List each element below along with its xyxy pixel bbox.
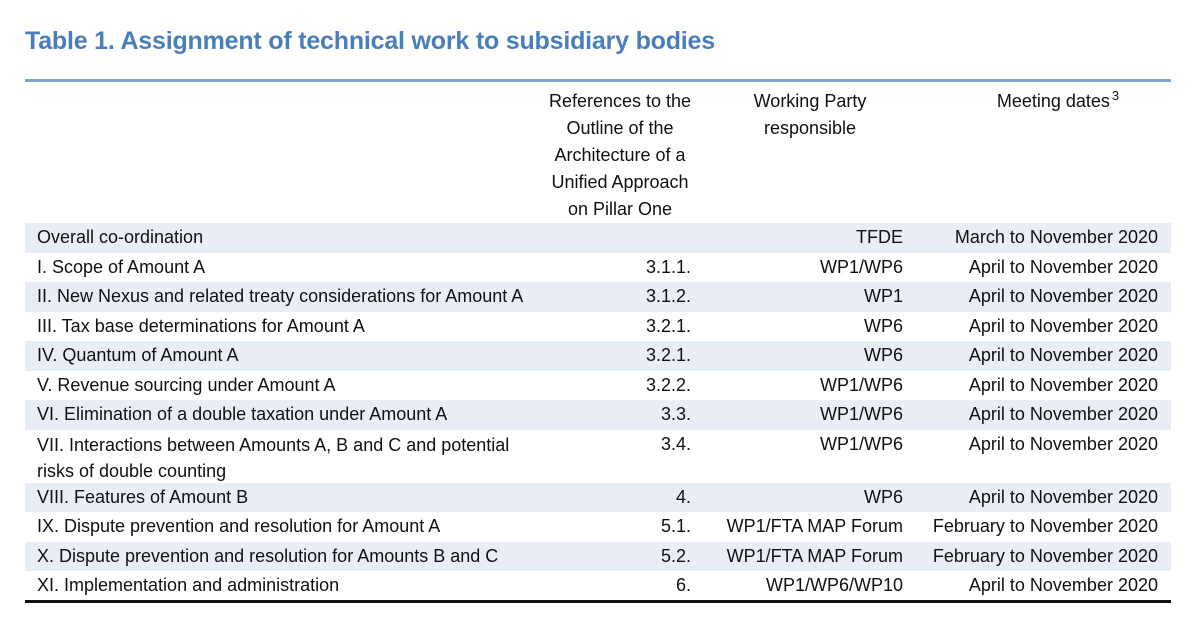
table-row: [25, 571, 1171, 601]
cell-working-party: WP1: [863, 286, 903, 306]
table-row: [25, 312, 1171, 342]
cell-working-party: WP1/FTA MAP Forum: [726, 516, 903, 536]
table-row: [25, 223, 1171, 253]
cell-working-party: WP1/FTA MAP Forum: [726, 545, 903, 566]
table-row: [25, 371, 1171, 401]
cell-reference: 3.3.: [660, 404, 691, 424]
cell-working-party: WP6: [863, 315, 903, 336]
table-row: [25, 341, 1171, 371]
table-header: [25, 88, 1171, 222]
cell-topic: V. Revenue sourcing under Amount A: [37, 374, 336, 395]
cell-meeting-dates: April to November 2020: [968, 315, 1158, 336]
cell-meeting-dates: April to November 2020: [968, 286, 1158, 306]
cell-topic: VI. Elimination of a double taxation under Amount A: [37, 404, 448, 424]
cell-reference: 3.1.2.: [645, 286, 691, 306]
cell-topic: II. New Nexus and related treaty considerations for Amount A: [37, 286, 524, 306]
cell-meeting-dates: April to November 2020: [968, 575, 1158, 595]
table-row: [25, 512, 1171, 542]
cell-working-party: WP1/WP6: [819, 404, 903, 424]
cell-topic: III. Tax base determinations for Amount A: [37, 315, 365, 336]
cell-reference: 3.2.1.: [645, 315, 691, 336]
cell-reference: 3.2.2.: [645, 374, 691, 395]
cell-meeting-dates: April to November 2020: [968, 345, 1158, 365]
table-row: [25, 542, 1171, 572]
cell-meeting-dates: April to November 2020: [968, 374, 1158, 395]
cell-meeting-dates: February to November 2020: [932, 545, 1158, 566]
cell-working-party: WP1/WP6/WP10: [765, 575, 903, 595]
table-row: [25, 400, 1171, 430]
cell-reference: 6.: [675, 575, 691, 595]
cell-topic: Overall co-ordination: [37, 227, 204, 247]
cell-reference: 3.4.: [660, 433, 691, 454]
table-body: [25, 223, 1171, 601]
header-references: References to the Outline of the Architecture of a Unified Approach on Pillar One: [548, 91, 692, 219]
table-row: [25, 430, 1171, 483]
cell-working-party: WP6: [863, 486, 903, 507]
cell-topic: IX. Dispute prevention and resolution for Amount A: [37, 516, 441, 536]
cell-topic: IV. Quantum of Amount A: [37, 345, 239, 365]
cell-working-party: WP6: [863, 345, 903, 365]
cell-topic: VII. Interactions between Amounts A, B and C and potential risks of double counting: [37, 434, 510, 481]
table-row: [25, 282, 1171, 312]
header-meeting-dates-label: Meeting dates: [996, 91, 1110, 111]
table-row: [25, 253, 1171, 283]
header-meeting-dates: [953, 88, 1163, 115]
cell-topic: I. Scope of Amount A: [37, 256, 206, 277]
cell-meeting-dates: February to November 2020: [932, 516, 1158, 536]
cell-reference: 3.1.1.: [645, 256, 691, 277]
table-title: Table 1. Assignment of technical work to subsidiary bodies: [25, 27, 715, 55]
table-top-rule: [25, 79, 1171, 82]
cell-reference: 5.2.: [660, 545, 691, 566]
cell-meeting-dates: April to November 2020: [968, 256, 1158, 277]
cell-meeting-dates: April to November 2020: [968, 404, 1158, 424]
cell-reference: 3.2.1.: [645, 345, 691, 365]
cell-reference: 5.1.: [660, 516, 691, 536]
cell-working-party: WP1/WP6: [819, 374, 903, 395]
header-working-party: Working Party responsible: [753, 91, 867, 138]
table-row: [25, 483, 1171, 513]
cell-reference: 4.: [675, 486, 691, 507]
cell-meeting-dates: April to November 2020: [968, 433, 1158, 454]
cell-topic: X. Dispute prevention and resolution for Amounts B and C: [37, 545, 499, 566]
table-bottom-rule: [25, 600, 1171, 603]
cell-meeting-dates: March to November 2020: [954, 227, 1158, 247]
cell-topic: XI. Implementation and administration: [37, 575, 340, 595]
cell-topic: VIII. Features of Amount B: [37, 486, 249, 507]
footnote-marker: 3: [1111, 88, 1120, 103]
cell-meeting-dates: April to November 2020: [968, 486, 1158, 507]
cell-working-party: TFDE: [856, 227, 903, 247]
cell-working-party: WP1/WP6: [819, 433, 903, 454]
cell-working-party: WP1/WP6: [819, 256, 903, 277]
